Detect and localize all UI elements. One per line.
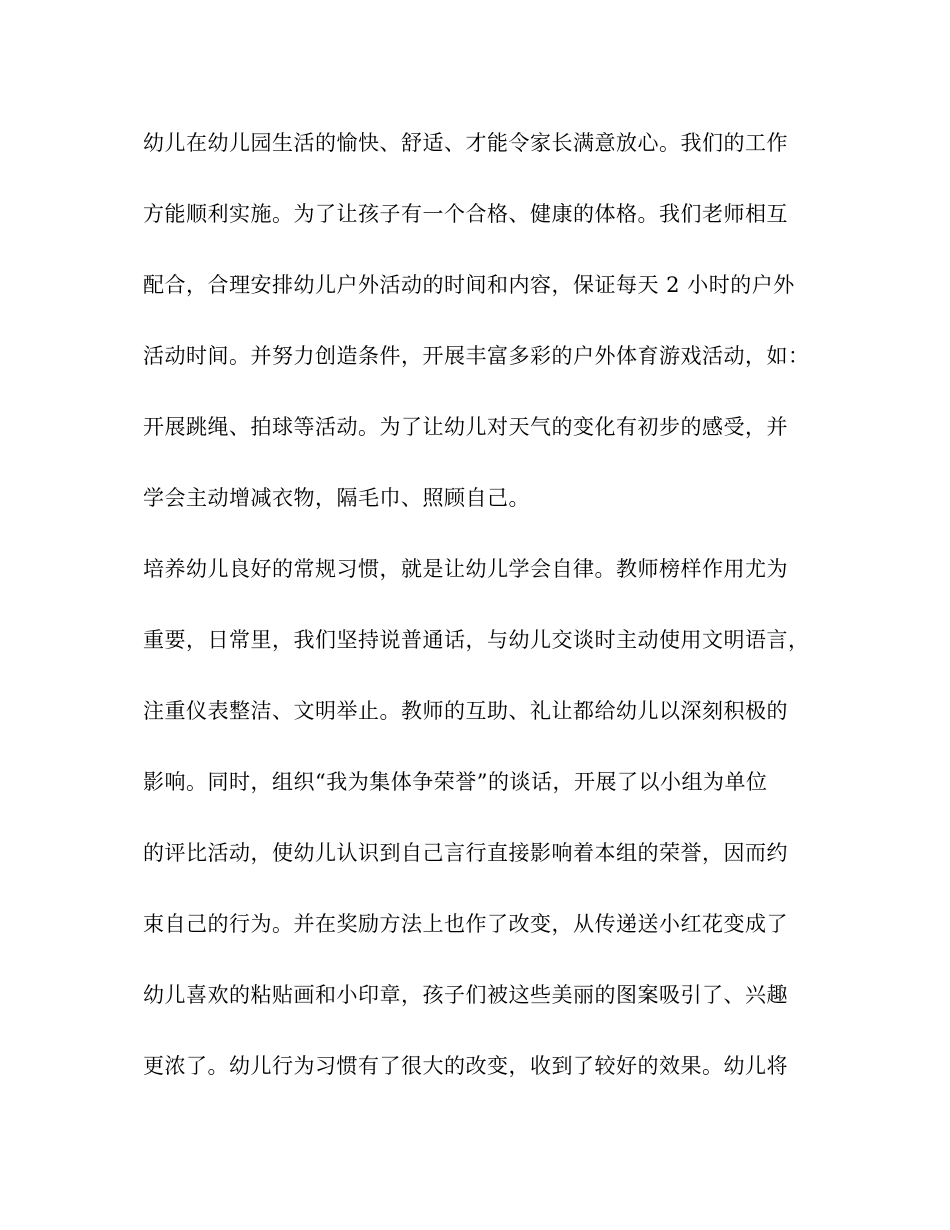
paragraph-2-line-4: 影响。同时，组织“我为集体争荣誉”的谈话，开展了以小组为单位 (143, 770, 768, 794)
paragraph-1-line-5: 开展跳绳、拍球等活动。为了让幼儿对天气的变化有初步的感受，并 (143, 415, 788, 439)
paragraph-2-line-8: 更浓了。幼儿行为习惯有了很大的改变，收到了较好的效果。幼儿将 (143, 1054, 788, 1078)
paragraph-2-line-5: 的评比活动，使幼儿认识到自己言行直接影响着本组的荣誉，因而约 (143, 841, 788, 865)
paragraph-2-line-2: 重要，日常里，我们坚持说普通话，与幼儿交谈时主动使用文明语言， (143, 628, 810, 652)
paragraph-1-line-6: 学会主动增减衣物，隔毛巾、照顾自己。 (143, 486, 530, 510)
paragraph-2-line-3: 注重仪表整洁、文明举止。教师的互助、礼让都给幼儿以深刻积极的 (143, 699, 788, 723)
paragraph-2-line-6: 束自己的行为。并在奖励方法上也作了改变，从传递送小红花变成了 (143, 912, 788, 936)
paragraph-1-line-3: 配合，合理安排幼儿户外活动的时间和内容，保证每天 2 小时的户外 (143, 273, 795, 297)
paragraph-1-line-2: 方能顺利实施。为了让孩子有一个合格、健康的体格。我们老师相互 (143, 202, 788, 226)
paragraph-2-line-1: 培养幼儿良好的常规习惯，就是让幼儿学会自律。教师榜样作用尤为 (143, 557, 788, 581)
paragraph-1-line-4: 活动时间。并努力创造条件，开展丰富多彩的户外体育游戏活动，如： (143, 344, 810, 368)
paragraph-1-line-1: 幼儿在幼儿园生活的愉快、舒适、才能令家长满意放心。我们的工作 (143, 131, 788, 155)
paragraph-2-line-7: 幼儿喜欢的粘贴画和小印章，孩子们被这些美丽的图案吸引了、兴趣 (143, 983, 788, 1007)
